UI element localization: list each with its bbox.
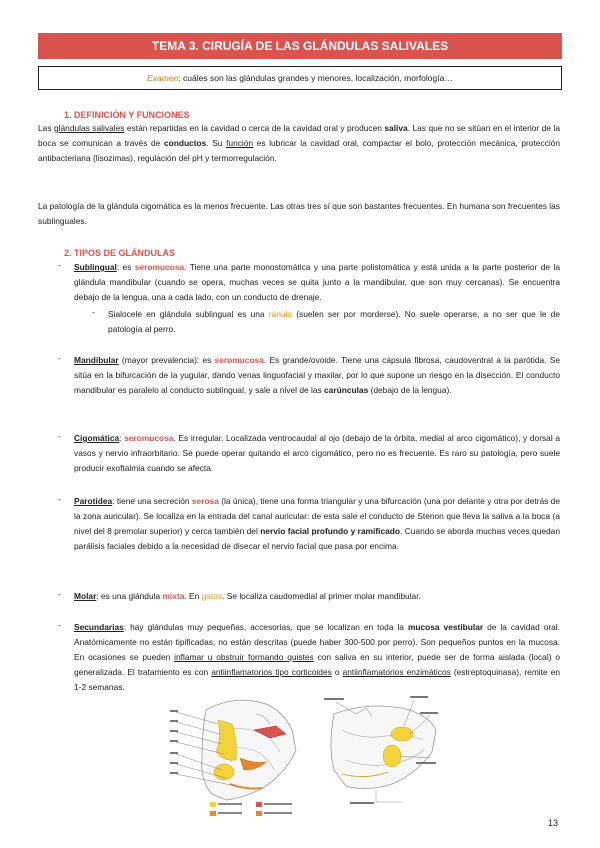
term-conductos: conductos [163, 138, 207, 148]
gland-anatomy-illustration [166, 690, 442, 820]
text: . Es grande/ovoide. Tiene una cápsula fibrosa, caudoventral a la parótida. Se sitúa en la bifurcación de la yugular, dando venas linguofacial y maxilar, por lo que supone un riesgo en la disección. El conducto mandibular es paralelo al conducto sublingual, y sale a nivel de las [74, 355, 560, 395]
text: Las [38, 123, 54, 133]
text: . Tiene una parte monostomática y una parte polistomática y está unida a la parte posterior de la glándula mandibular (cuando se opera, muchas veces se quita junto a la mandibular, que son muy cercanas). Se encuentra debajo de la lengua, una a cada lado, con un conducto de drenaje. [74, 262, 560, 302]
text: : tiene una secreción [112, 496, 192, 506]
term-gatos: gatos [201, 591, 223, 601]
term-seromucosa: seromucosa [124, 433, 174, 443]
dog-head-lateral-drawing [170, 700, 296, 816]
dog-head-ventral-drawing [324, 696, 438, 804]
list-dash: - [58, 620, 61, 630]
section-2-heading: 2. TIPOS DE GLÁNDULAS [64, 248, 176, 258]
list-dash: - [58, 260, 61, 270]
term-molar: Molar [74, 591, 97, 601]
text: : [119, 433, 125, 443]
text: . Su [206, 138, 227, 148]
page-title: TEMA 3. CIRUGÍA DE LAS GLÁNDULAS SALIVALES [38, 33, 562, 59]
item-sialocele [108, 307, 560, 337]
term-glandulas-salivales: glándulas salivales [53, 123, 125, 133]
term-cigomatica: Cigomática [74, 433, 120, 443]
text: Sialocele en glándula sublingual es una [108, 309, 269, 319]
term-seromucosa: seromucosa [134, 262, 185, 272]
item-secundarias [74, 620, 560, 695]
list-dash: - [58, 589, 61, 599]
term-mandibular: Mandibular [74, 355, 119, 365]
text: : es [116, 262, 135, 272]
term-funcion: función [226, 138, 254, 148]
text: . Es irregular. Localizada ventrocaudal al ojo (debajo de la órbita, medial al arco cigomático), y dorsal a vasos y nervio infraorbitario. Se puede operar quitando el arco cigomático, pero no es frecuente. Es raro su patología, pero suele producir exoftalmia cuando se afecta. [74, 433, 560, 473]
exam-note-box [38, 66, 562, 90]
term-mixta: mixta [162, 591, 185, 601]
term-secundarias: Secundarias [74, 622, 124, 632]
text: (la única), tiene una forma triangular y una bifurcación (una por delante y otra por detrás de la zona auricular). Se localiza en la entrada del canal auricular: de esta sale el conducto de Stenon que lleva la saliva a la boca (a nivel del 8 premolar superior) y cerca también del [74, 496, 560, 536]
term-mucosa-vestibular: mucosa vestibular [407, 622, 484, 632]
text: de la cavidad oral. Anatómicamente no están tipificadas, no están descritas (puede haber 300-500 por perro). Son pequeños puntos en la mucosa. En ocasiones se pueden [74, 622, 560, 662]
item-parotidea [74, 494, 560, 554]
term-nervio-facial: nervio facial profundo y ramificado [260, 526, 400, 536]
s1-paragraph-2: La patología de la glándula cigomática es la menos frecuente. Las otras tres sí que son bastantes frecuentes. En humana son frecuentes las sublinguales. [38, 201, 560, 226]
sublist-dash: - [92, 307, 95, 317]
term-caruncula: carúnculas [324, 385, 369, 395]
item-sublingual [74, 260, 560, 305]
term-seromucosa: seromucosa [214, 355, 264, 365]
text: . Cuando se aborda muchas veces quedan parálisis faciales debido a la necesidad de disecar el nervio facial que pasa por encima. [74, 526, 560, 551]
text: : es una glándula [96, 591, 163, 601]
text: (mayor prevalencia): es [118, 355, 215, 365]
page-number: 13 [548, 818, 559, 828]
text: o [331, 667, 343, 677]
text: (estreptoquinasa), remite en 1-2 semanas. [74, 667, 561, 692]
text: con saliva en su interior, puede ser de forma aislada (local) o generalizada. El tratamiento es con [74, 652, 560, 677]
list-dash: - [58, 353, 61, 363]
item-cigomatica [74, 431, 560, 476]
term-ranula: ránula [268, 309, 293, 319]
term-enzimaticos: antiinflamatorios enzimáticos [342, 667, 451, 677]
term-sublingual: Sublingual [74, 262, 117, 272]
term-corticoides: antiinflamatorios tipo corticoides [211, 667, 332, 677]
text: : hay glándulas muy pequeñas, accesorias, que se localizan en toda la [123, 622, 408, 632]
term-saliva: saliva [384, 123, 408, 133]
list-dash: - [58, 494, 61, 504]
list-dash: - [58, 431, 61, 441]
term-serosa: serosa [191, 496, 219, 506]
term-parotidea: Parotídea [74, 496, 113, 506]
section-1-heading: 1. DEFINICIÓN Y FUNCIONES [64, 110, 190, 120]
term-inflamar: inflamar u obstruir formando quistes [174, 652, 314, 662]
item-mandibular [74, 353, 560, 398]
text: . En [184, 591, 202, 601]
text: . Las que no se sitúan en el interior de la boca se comunican a través de [38, 123, 560, 148]
exam-text: : cuáles son las glándulas grandes y menores, localización, morfología… [178, 73, 453, 83]
exam-label: Examen [147, 73, 179, 83]
text: es lubricar la cavidad oral, compactar el bolo, protección mecánica, protección antibacteriana (lisozimas), regulación del pH y termorregulación. [38, 138, 560, 163]
item-molar [74, 589, 560, 604]
text: . Se localiza caudomedial al primer molar mandibular. [222, 591, 421, 601]
salivary-glands-figure [166, 690, 442, 820]
text: están repartidas en la cavidad o cerca de la cavidad oral y producen [124, 123, 385, 133]
text: (suelen ser por morderse). No suele operarse, a no ser que le de patología al perro. [108, 309, 560, 334]
s1-paragraph-1 [38, 121, 560, 166]
text: (debajo de la lengua). [368, 385, 452, 395]
